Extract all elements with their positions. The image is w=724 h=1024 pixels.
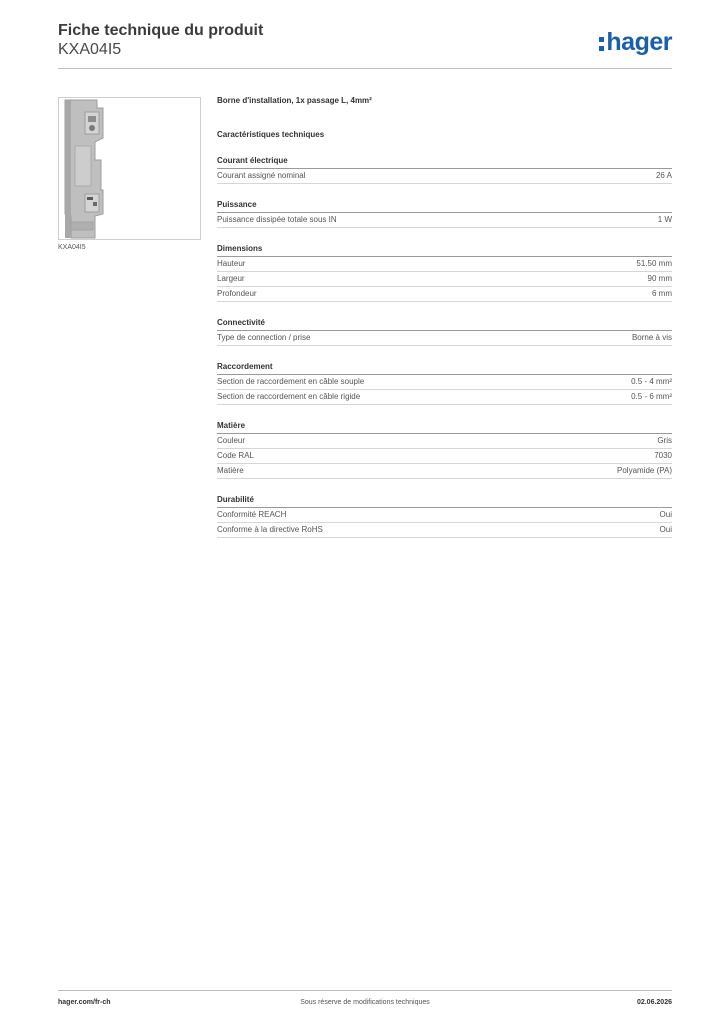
spec-label: Section de raccordement en câble rigide <box>217 392 361 401</box>
spec-value: 7030 <box>654 451 672 460</box>
product-code: KXA04I5 <box>58 41 122 58</box>
spec-row <box>217 390 672 405</box>
spec-row <box>217 508 672 523</box>
spec-row <box>217 523 672 538</box>
document-title: Fiche technique du produit <box>58 22 264 39</box>
header-divider <box>58 68 672 69</box>
spec-label: Couleur <box>217 436 246 445</box>
spec-group-title: Matière <box>217 421 672 434</box>
spec-row <box>217 272 672 287</box>
product-description: Borne d'installation, 1x passage L, 4mm² <box>217 96 372 105</box>
spec-row <box>217 213 672 228</box>
spec-group <box>217 200 672 228</box>
spec-label: Conformité REACH <box>217 510 287 519</box>
product-image <box>58 97 201 240</box>
logo-colon-icon <box>599 35 605 52</box>
footer-divider <box>58 990 672 991</box>
spec-group <box>217 318 672 346</box>
spec-value: Gris <box>657 436 672 445</box>
spec-group <box>217 495 672 538</box>
logo-text: hager <box>606 28 672 56</box>
spec-group-title: Durabilité <box>217 495 672 508</box>
spec-value: Polyamide (PA) <box>617 466 672 475</box>
spec-row <box>217 287 672 302</box>
spec-group <box>217 244 672 302</box>
spec-label: Courant assigné nominal <box>217 171 306 180</box>
spec-value: Borne à vis <box>631 333 672 342</box>
footer-website: hager.com/fr-ch <box>58 999 111 1006</box>
spec-group-title: Courant électrique <box>217 156 672 169</box>
spec-row <box>217 449 672 464</box>
spec-label: Hauteur <box>217 259 246 268</box>
spec-label: Conforme à la directive RoHS <box>217 525 323 534</box>
spec-value: 0.5 - 6 mm² <box>631 392 672 401</box>
spec-group-title: Connectivité <box>217 318 672 331</box>
spec-sheet <box>217 96 672 538</box>
page-header <box>58 22 672 60</box>
spec-group-title: Dimensions <box>217 244 672 257</box>
spec-group-title: Puissance <box>217 200 672 213</box>
spec-label: Matière <box>217 466 244 475</box>
spec-value: Oui <box>659 510 672 519</box>
spec-group-title: Raccordement <box>217 362 672 375</box>
spec-row <box>217 257 672 272</box>
spec-value: 1 W <box>657 215 672 224</box>
spec-value: 0.5 - 4 mm² <box>631 377 672 386</box>
spec-row <box>217 434 672 449</box>
footer-date: 02.06.2026 <box>636 999 672 1006</box>
spec-value: 51.50 mm <box>636 259 672 268</box>
spec-row <box>217 375 672 390</box>
spec-label: Largeur <box>217 274 245 283</box>
footer-notice: Sous réserve de modifications techniques <box>300 999 430 1006</box>
spec-group <box>217 421 672 479</box>
spec-label: Code RAL <box>217 451 254 460</box>
spec-row <box>217 331 672 346</box>
hager-logo <box>599 28 672 56</box>
spec-value: 26 A <box>655 171 672 180</box>
spec-value: 6 mm <box>652 289 672 298</box>
spec-label: Section de raccordement en câble souple <box>217 377 365 386</box>
spec-group <box>217 156 672 184</box>
spec-group <box>217 362 672 405</box>
spec-label: Type de connection / prise <box>217 333 311 342</box>
spec-groups <box>217 156 672 538</box>
terminal-block-illustration <box>59 98 200 239</box>
spec-value: 90 mm <box>647 274 672 283</box>
specs-heading: Caractéristiques techniques <box>217 130 325 139</box>
spec-row <box>217 169 672 184</box>
spec-value: Oui <box>659 525 672 534</box>
spec-row <box>217 464 672 479</box>
spec-label: Profondeur <box>217 289 257 298</box>
spec-label: Puissance dissipée totale sous IN <box>217 215 337 224</box>
image-caption: KXA04I5 <box>58 244 86 251</box>
